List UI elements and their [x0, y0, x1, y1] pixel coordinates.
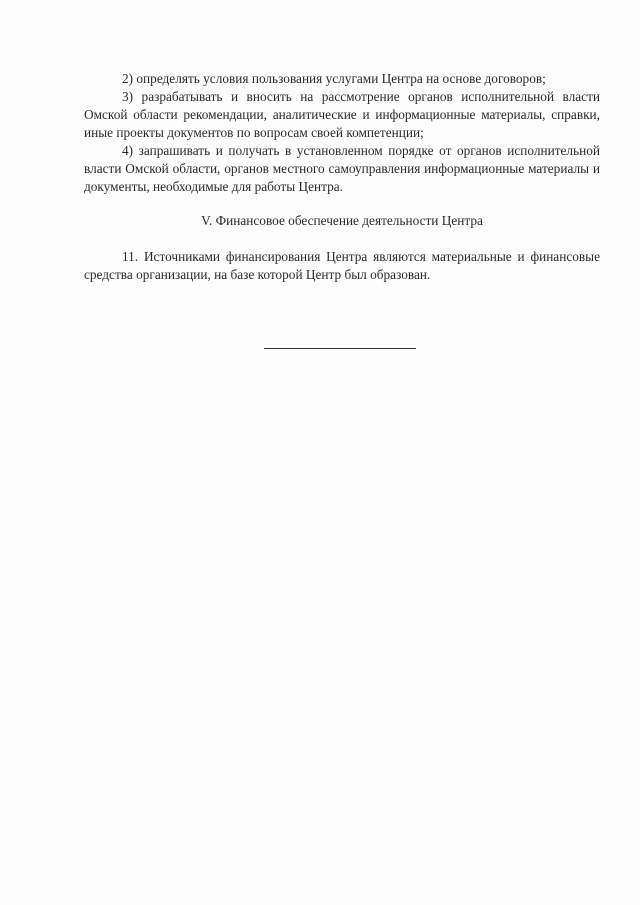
end-separator-line: [264, 348, 416, 349]
paragraph-item-4: 4) запрашивать и получать в установленном порядке от органов исполнительной власти Омской области, органов местного самоуправления информационные материалы и документы, необходимые для работы Центра.: [84, 143, 600, 194]
paragraph-item-11: 11. Источниками финансирования Центра являются материальные и финансовые средства организации, на базе которой Центр был образован.: [84, 249, 600, 282]
document-body: [84, 70, 600, 284]
paragraph-item-3: 3) разрабатывать и вносить на рассмотрение органов исполнительной власти Омской области рекомендации, аналитические и информационные материалы, справки, иные проекты документов по вопросам своей компетенции;: [84, 89, 600, 140]
paragraph-item-2: 2) определять условия пользования услугами Центра на основе договоров;: [122, 71, 546, 86]
section-heading: V. Финансовое обеспечение деятельности Центра: [201, 213, 483, 228]
